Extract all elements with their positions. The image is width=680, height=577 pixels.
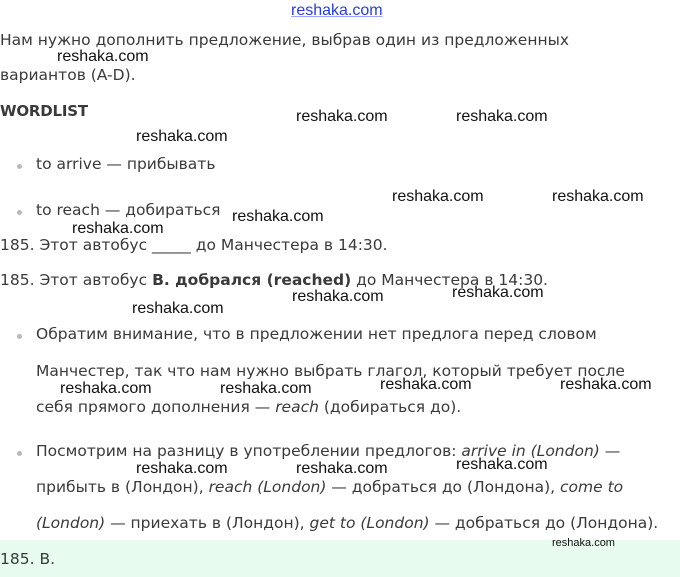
watermark: reshaka.com bbox=[296, 108, 388, 125]
note2-line-3 bbox=[36, 514, 658, 532]
note1-line-2: Манчестер, так что нам нужно выбрать глагол, который требует после bbox=[36, 362, 625, 380]
watermark: reshaka.com bbox=[456, 108, 548, 125]
note1-line3-suffix: (добираться до). bbox=[318, 398, 462, 416]
bullet-icon bbox=[17, 451, 22, 456]
wordlist-heading: WORDLIST bbox=[0, 102, 88, 120]
watermark: reshaka.com bbox=[60, 380, 152, 397]
watermark: reshaka.com bbox=[72, 220, 164, 237]
note2-line3-italic-1: (London) bbox=[36, 514, 106, 532]
watermark: reshaka.com bbox=[136, 460, 228, 477]
final-answer: 185. B. bbox=[0, 550, 55, 568]
intro-line-1: Нам нужно дополнить предложение, выбрав один из предложенных bbox=[0, 31, 570, 49]
note2-line2-prefix: прибыть в (Лондон), bbox=[36, 478, 209, 496]
note2-line-2 bbox=[36, 478, 623, 496]
watermark: reshaka.com bbox=[220, 380, 312, 397]
note2-line2-italic-1: reach (London) bbox=[208, 478, 327, 496]
watermark: reshaka.com bbox=[392, 188, 484, 205]
watermark: reshaka.com bbox=[57, 48, 149, 65]
watermark: reshaka.com bbox=[136, 128, 228, 145]
bullet-icon bbox=[17, 164, 22, 169]
note2-line1-italic: arrive in (London) bbox=[461, 442, 600, 460]
note2-line2-mid: — добраться до (Лондона), bbox=[326, 478, 561, 496]
bullet-icon bbox=[17, 210, 22, 215]
answer-suffix: до Манчестера в 14:30. bbox=[351, 271, 548, 289]
note1-line-3 bbox=[36, 398, 461, 416]
watermark: reshaka.com bbox=[292, 288, 384, 305]
watermark-small: reshaka.com bbox=[552, 537, 615, 549]
note2-line1-prefix: Посмотрим на разницу в употреблении предлогов: bbox=[36, 442, 462, 460]
note2-line1-suffix: — bbox=[599, 442, 621, 460]
watermark: reshaka.com bbox=[232, 208, 324, 225]
watermark: reshaka.com bbox=[452, 284, 544, 301]
intro-line-2: вариантов (A-D). bbox=[0, 66, 136, 84]
bullet-icon bbox=[17, 334, 22, 339]
answer-choice: B. добрался (reached) bbox=[152, 271, 352, 289]
watermark: reshaka.com bbox=[132, 300, 224, 317]
note1-line3-italic: reach bbox=[275, 398, 319, 416]
question-text: 185. Этот автобус _____ до Манчестера в 14:30. bbox=[0, 236, 388, 254]
answer-prefix: 185. Этот автобус bbox=[0, 271, 153, 289]
note2-line3-suffix: — добраться до (Лондона). bbox=[429, 514, 659, 532]
wordlist-item: to reach — добираться bbox=[36, 201, 221, 219]
watermark: reshaka.com bbox=[456, 456, 548, 473]
watermark: reshaka.com bbox=[560, 376, 652, 393]
watermark: reshaka.com bbox=[552, 188, 644, 205]
note1-line-1: Обратим внимание, что в предложении нет предлога перед словом bbox=[36, 325, 597, 343]
watermark: reshaka.com bbox=[380, 376, 472, 393]
note2-line3-mid: — приехать в (Лондон), bbox=[105, 514, 310, 532]
wordlist-item: to arrive — прибывать bbox=[36, 155, 216, 173]
note2-line3-italic-2: get to (London) bbox=[309, 514, 430, 532]
note1-line3-prefix: себя прямого дополнения — bbox=[36, 398, 276, 416]
watermark: reshaka.com bbox=[296, 460, 388, 477]
note2-line2-italic-2: come to bbox=[560, 478, 624, 496]
watermark-top: reshaka.com bbox=[291, 2, 383, 19]
